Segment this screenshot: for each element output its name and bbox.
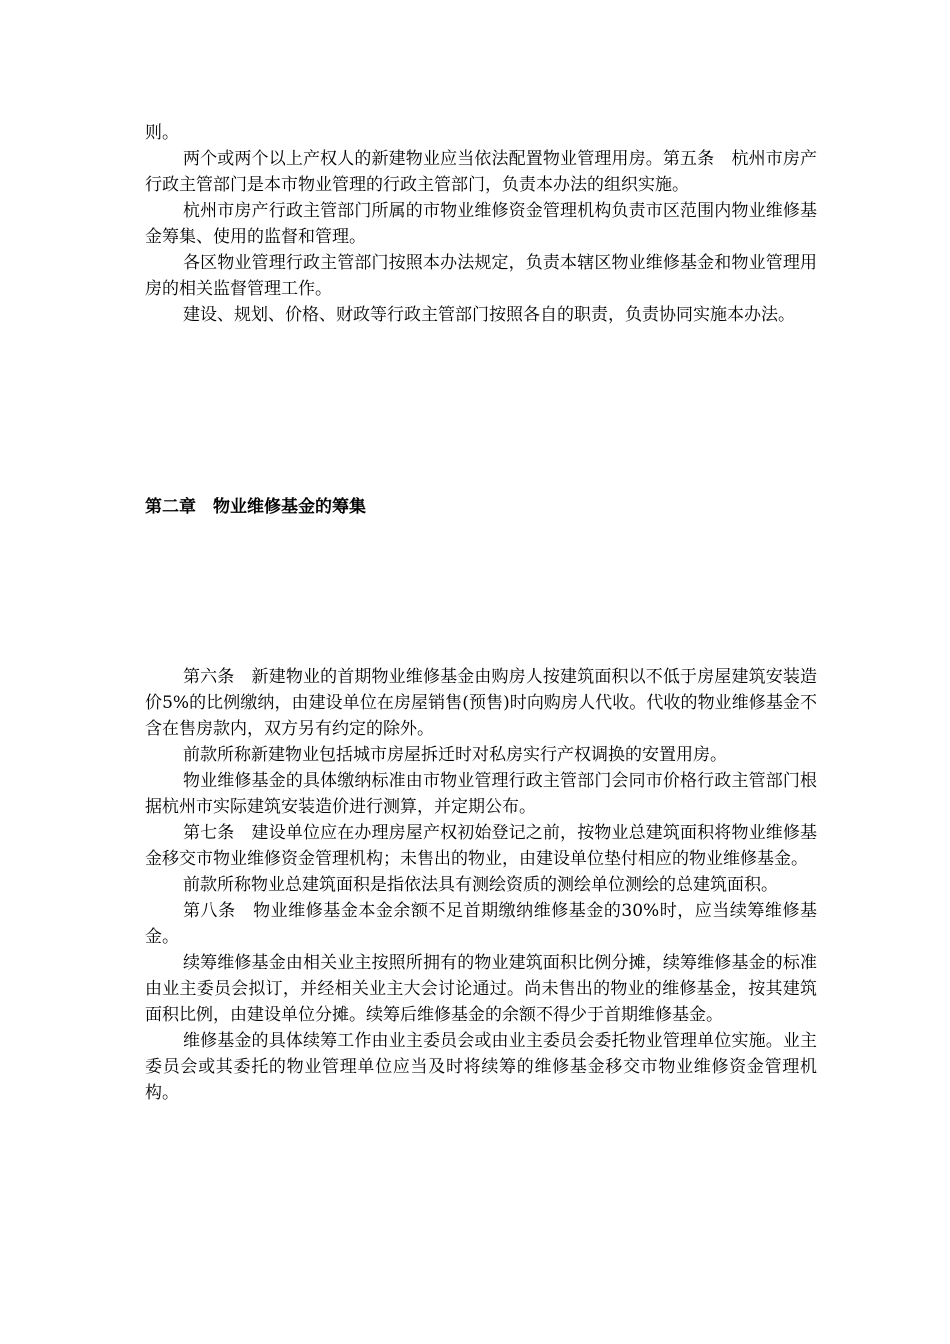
paragraph: 前款所称物业总建筑面积是指依法具有测绘资质的测绘单位测绘的总建筑面积。 bbox=[183, 875, 778, 895]
paragraph: 物业维修基金的具体缴纳标准由市物业管理行政主管部门会同市价格行政主管部门根据杭州市实际建筑安装造价进行测算，并定期公布。 bbox=[145, 771, 817, 817]
article-6-paragraph: 第六条 新建物业的首期物业维修基金由购房人按建筑面积以不低于房屋建筑安装造价5%的比例缴纳，由建设单位在房屋销售(预售)时向购房人代收。代收的物业维修基金不含在售房款内，双方另有约定的除外。 bbox=[145, 667, 817, 739]
paragraph: 则。 bbox=[145, 123, 179, 143]
article-8-paragraph: 第八条 物业维修基金本金余额不足首期缴纳维修基金的30%时，应当续筹维修基金。 bbox=[145, 901, 817, 947]
paragraph: 建设、规划、价格、财政等行政主管部门按照各自的职责，负责协同实施本办法。 bbox=[183, 305, 795, 325]
article-7-paragraph: 第七条 建设单位应在办理房屋产权初始登记之前，按物业总建筑面积将物业维修基金移交市物业维修资金管理机构；未售出的物业，由建设单位垫付相应的物业维修基金。 bbox=[145, 823, 817, 869]
section-2-text bbox=[145, 664, 817, 1106]
paragraph: 两个或两个以上产权人的新建物业应当依法配置物业管理用房。第五条 杭州市房产行政主管部门是本市物业管理的行政主管部门，负责本办法的组织实施。 bbox=[145, 149, 817, 195]
paragraph: 续筹维修基金由相关业主按照所拥有的物业建筑面积比例分摊，续筹维修基金的标准由业主委员会拟订，并经相关业主大会讨论通过。尚未售出的物业的维修基金，按其建筑面积比例，由建设单位分摊。续筹后维修基金的余额不得少于首期维修基金。 bbox=[145, 953, 817, 1025]
section-1-text bbox=[145, 120, 817, 328]
paragraph: 各区物业管理行政主管部门按照本办法规定，负责本辖区物业维修基金和物业管理用房的相关监督管理工作。 bbox=[145, 253, 817, 299]
paragraph: 前款所称新建物业包括城市房屋拆迁时对私房实行产权调换的安置用房。 bbox=[183, 745, 727, 765]
paragraph: 杭州市房产行政主管部门所属的市物业维修资金管理机构负责市区范围内物业维修基金筹集、使用的监督和管理。 bbox=[145, 201, 817, 247]
chapter-heading: 第二章 物业维修基金的筹集 bbox=[145, 497, 366, 517]
paragraph: 维修基金的具体续筹工作由业主委员会或由业主委员会委托物业管理单位实施。业主委员会或其委托的物业管理单位应当及时将续筹的维修基金移交市物业维修资金管理机构。 bbox=[145, 1031, 817, 1103]
